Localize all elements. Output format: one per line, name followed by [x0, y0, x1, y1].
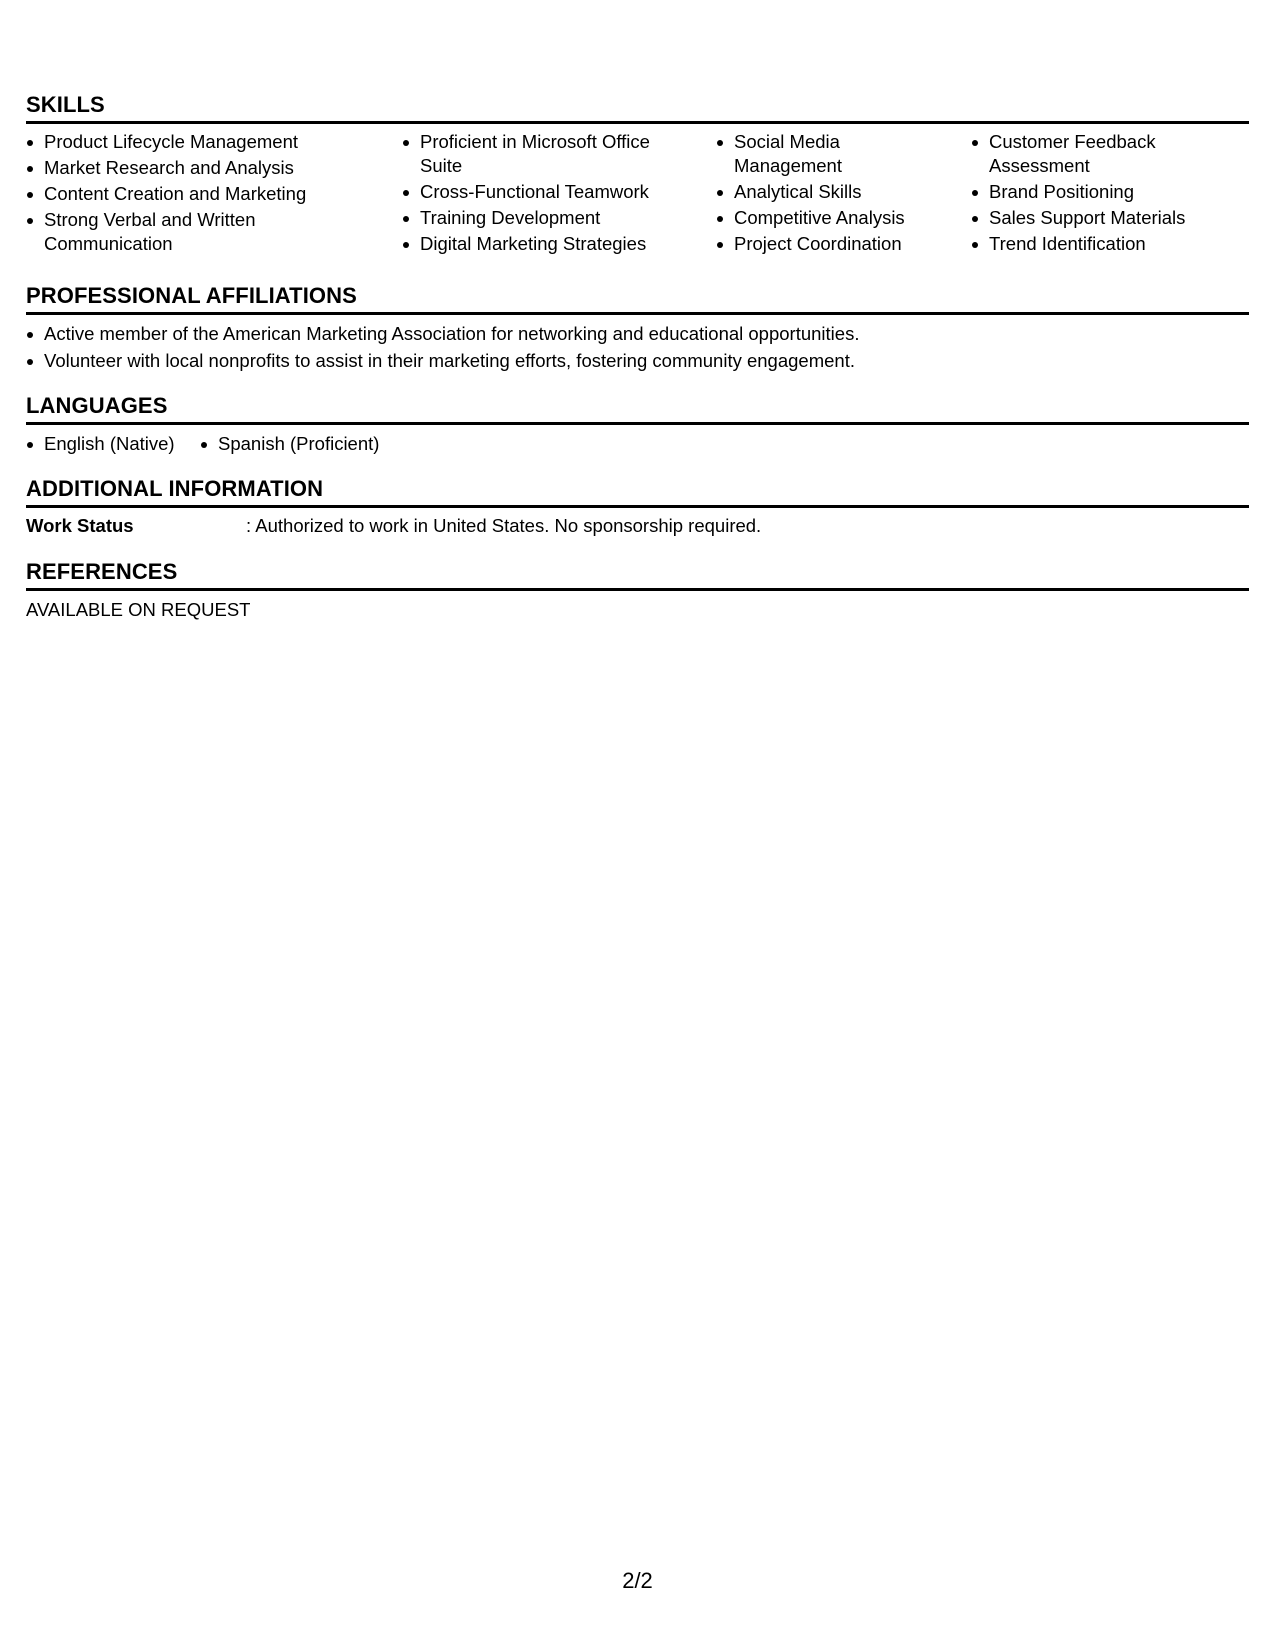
language-item: Spanish (Proficient)	[200, 432, 379, 456]
work-status-row	[26, 514, 1249, 538]
skills-column-4	[971, 130, 1249, 258]
skill-item: Social Media Management	[716, 130, 864, 178]
languages-heading: LANGUAGES	[26, 393, 1249, 425]
additional-info-section	[26, 476, 1249, 538]
affiliation-item: Active member of the American Marketing Association for networking and educational opportunities.	[26, 322, 1249, 346]
references-section	[26, 559, 1249, 622]
skills-column-3	[716, 130, 931, 258]
skill-item: Customer Feedback Assessment	[971, 130, 1179, 178]
affiliations-section	[26, 283, 1249, 376]
references-heading: REFERENCES	[26, 559, 1249, 591]
languages-section	[26, 393, 1249, 458]
skill-item: Sales Support Materials	[971, 206, 1249, 230]
skill-item: Project Coordination	[716, 232, 931, 256]
skill-item: Product Lifecycle Management	[26, 130, 366, 154]
skill-item: Cross-Functional Teamwork	[402, 180, 672, 204]
additional-info-heading: ADDITIONAL INFORMATION	[26, 476, 1249, 508]
work-status-label: Work Status	[26, 515, 134, 536]
skill-item: Digital Marketing Strategies	[402, 232, 672, 256]
affiliation-item: Volunteer with local nonprofits to assist in their marketing efforts, fostering community engagement.	[26, 349, 1249, 373]
skills-section	[26, 92, 1249, 270]
work-status-value: : Authorized to work in United States. No sponsorship required.	[246, 515, 762, 536]
skills-column-2	[402, 130, 672, 258]
skill-item: Market Research and Analysis	[26, 156, 366, 180]
skills-heading: SKILLS	[26, 92, 1249, 124]
skills-grid	[26, 130, 1249, 270]
language-item: English (Native)	[26, 432, 175, 456]
page-number: 2/2	[622, 1568, 653, 1593]
skill-item: Strong Verbal and Written Communication	[26, 208, 274, 256]
affiliations-list	[26, 322, 1249, 373]
skill-item: Brand Positioning	[971, 180, 1249, 204]
skill-item: Analytical Skills	[716, 180, 931, 204]
languages-list	[26, 432, 1249, 458]
skill-item: Competitive Analysis	[716, 206, 931, 230]
affiliations-heading: PROFESSIONAL AFFILIATIONS	[26, 283, 1249, 315]
references-text: AVAILABLE ON REQUEST	[26, 599, 251, 620]
skills-column-1	[26, 130, 366, 258]
skill-item: Proficient in Microsoft Office Suite	[402, 130, 672, 178]
skill-item: Training Development	[402, 206, 672, 230]
skill-item: Trend Identification	[971, 232, 1249, 256]
skill-item: Content Creation and Marketing	[26, 182, 366, 206]
